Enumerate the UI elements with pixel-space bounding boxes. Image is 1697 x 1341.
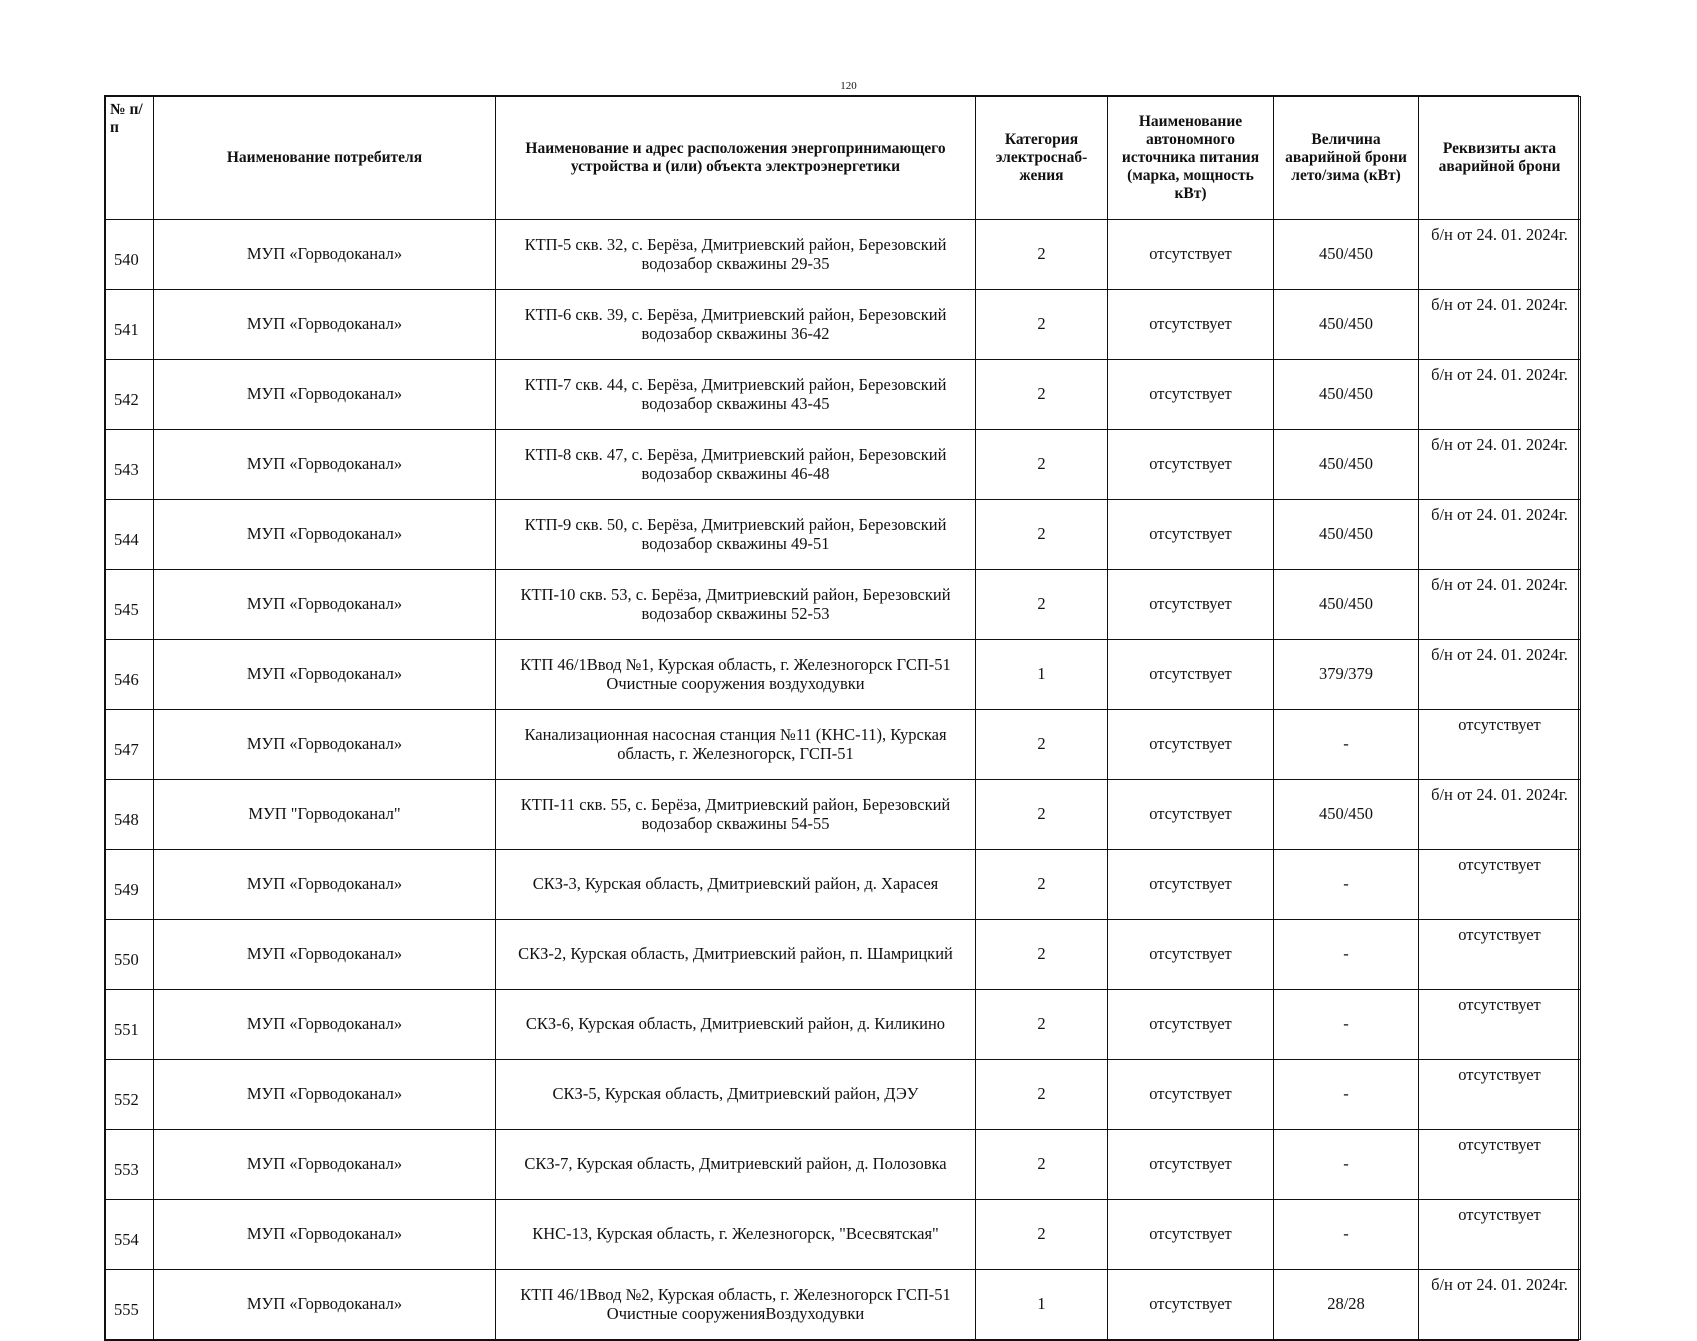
- table-row: [106, 920, 1581, 990]
- page-number: 120: [840, 80, 857, 92]
- consumer-name: МУП «Горводоканал»: [154, 990, 496, 1060]
- reserve-value: 450/450: [1274, 570, 1419, 640]
- autonomous-source: отсутствует: [1108, 920, 1274, 990]
- autonomous-source: отсутствует: [1108, 780, 1274, 850]
- reserve-value: 450/450: [1274, 500, 1419, 570]
- act-details: отсутствует: [1419, 850, 1581, 920]
- act-details: б/н от 24. 01. 2024г.: [1419, 360, 1581, 430]
- row-number: 548: [106, 780, 154, 850]
- consumer-name: МУП «Горводоканал»: [154, 1200, 496, 1270]
- autonomous-source: отсутствует: [1108, 1130, 1274, 1200]
- reserve-value: 450/450: [1274, 220, 1419, 290]
- consumer-name: МУП «Горводоканал»: [154, 920, 496, 990]
- act-details: отсутствует: [1419, 1130, 1581, 1200]
- device-address: КТП-7 скв. 44, с. Берёза, Дмитриевский район, Березовский водозабор скважины 43-45: [496, 360, 976, 430]
- reserve-value: 450/450: [1274, 360, 1419, 430]
- supply-category: 2: [976, 1130, 1108, 1200]
- reserve-value: -: [1274, 850, 1419, 920]
- table-row: [106, 850, 1581, 920]
- act-details: б/н от 24. 01. 2024г.: [1419, 430, 1581, 500]
- consumer-name: МУП «Горводоканал»: [154, 430, 496, 500]
- table-row: [106, 500, 1581, 570]
- autonomous-source: отсутствует: [1108, 640, 1274, 710]
- row-number: 545: [106, 570, 154, 640]
- consumer-name: МУП «Горводоканал»: [154, 570, 496, 640]
- device-address: КТП 46/1Ввод №2, Курская область, г. Железногорск ГСП-51 Очистные сооруженияВоздуходувки: [496, 1270, 976, 1340]
- reserve-value: -: [1274, 990, 1419, 1060]
- device-address: СКЗ-3, Курская область, Дмитриевский район, д. Харасея: [496, 850, 976, 920]
- supply-category: 2: [976, 920, 1108, 990]
- table-row: [106, 640, 1581, 710]
- row-number: 551: [106, 990, 154, 1060]
- act-details: б/н от 24. 01. 2024г.: [1419, 220, 1581, 290]
- supply-category: 2: [976, 360, 1108, 430]
- table-row: [106, 290, 1581, 360]
- reserve-value: 450/450: [1274, 780, 1419, 850]
- row-number: 546: [106, 640, 154, 710]
- autonomous-source: отсутствует: [1108, 360, 1274, 430]
- device-address: КТП-8 скв. 47, с. Берёза, Дмитриевский район, Березовский водозабор скважины 46-48: [496, 430, 976, 500]
- supply-category: 2: [976, 430, 1108, 500]
- table-row: [106, 1200, 1581, 1270]
- emergency-reserve-table: [105, 96, 1581, 1340]
- supply-category: 2: [976, 290, 1108, 360]
- device-address: КТП-5 скв. 32, с. Берёза, Дмитриевский район, Березовский водозабор скважины 29-35: [496, 220, 976, 290]
- device-address: КТП-11 скв. 55, с. Берёза, Дмитриевский район, Березовский водозабор скважины 54-55: [496, 780, 976, 850]
- row-number: 553: [106, 1130, 154, 1200]
- reserve-value: 450/450: [1274, 430, 1419, 500]
- act-details: б/н от 24. 01. 2024г.: [1419, 500, 1581, 570]
- act-details: отсутствует: [1419, 710, 1581, 780]
- act-details: отсутствует: [1419, 1200, 1581, 1270]
- consumer-name: МУП «Горводоканал»: [154, 360, 496, 430]
- supply-category: 2: [976, 850, 1108, 920]
- consumer-name: МУП «Горводоканал»: [154, 500, 496, 570]
- reserve-value: 28/28: [1274, 1270, 1419, 1340]
- consumer-name: МУП «Горводоканал»: [154, 710, 496, 780]
- autonomous-source: отсутствует: [1108, 710, 1274, 780]
- table-row: [106, 1130, 1581, 1200]
- device-address: КТП-10 скв. 53, с. Берёза, Дмитриевский район, Березовский водозабор скважины 52-53: [496, 570, 976, 640]
- header-consumer: Наименование потребителя: [154, 97, 496, 220]
- consumer-name: МУП «Горводоканал»: [154, 1130, 496, 1200]
- device-address: КТП-6 скв. 39, с. Берёза, Дмитриевский район, Березовский водозабор скважины 36-42: [496, 290, 976, 360]
- act-details: б/н от 24. 01. 2024г.: [1419, 1270, 1581, 1340]
- supply-category: 2: [976, 780, 1108, 850]
- row-number: 554: [106, 1200, 154, 1270]
- supply-category: 2: [976, 990, 1108, 1060]
- row-number: 555: [106, 1270, 154, 1340]
- supply-category: 2: [976, 1200, 1108, 1270]
- consumer-name: МУП «Горводоканал»: [154, 1060, 496, 1130]
- autonomous-source: отсутствует: [1108, 1200, 1274, 1270]
- header-category: Категория электроснаб-жения: [976, 97, 1108, 220]
- reserve-value: -: [1274, 1060, 1419, 1130]
- act-details: отсутствует: [1419, 990, 1581, 1060]
- table-row: [106, 360, 1581, 430]
- table-row: [106, 570, 1581, 640]
- header-num: № п/п: [106, 97, 154, 220]
- consumer-name: МУП «Горводоканал»: [154, 850, 496, 920]
- consumer-name: МУП "Горводоканал": [154, 780, 496, 850]
- table-row: [106, 430, 1581, 500]
- act-details: б/н от 24. 01. 2024г.: [1419, 290, 1581, 360]
- row-number: 543: [106, 430, 154, 500]
- autonomous-source: отсутствует: [1108, 220, 1274, 290]
- row-number: 544: [106, 500, 154, 570]
- supply-category: 1: [976, 1270, 1108, 1340]
- row-number: 541: [106, 290, 154, 360]
- header-reserve: Величина аварийной брони лето/зима (кВт): [1274, 97, 1419, 220]
- act-details: отсутствует: [1419, 1060, 1581, 1130]
- device-address: КТП 46/1Ввод №1, Курская область, г. Железногорск ГСП-51 Очистные сооружения воздуходувки: [496, 640, 976, 710]
- act-details: б/н от 24. 01. 2024г.: [1419, 570, 1581, 640]
- table-row: [106, 1270, 1581, 1340]
- consumer-name: МУП «Горводоканал»: [154, 220, 496, 290]
- supply-category: 2: [976, 1060, 1108, 1130]
- reserve-value: 450/450: [1274, 290, 1419, 360]
- act-details: б/н от 24. 01. 2024г.: [1419, 780, 1581, 850]
- table-row: [106, 990, 1581, 1060]
- device-address: СКЗ-6, Курская область, Дмитриевский район, д. Киликино: [496, 990, 976, 1060]
- header-device: Наименование и адрес расположения энергопринимающего устройства и (или) объекта электроэнергетики: [496, 97, 976, 220]
- consumer-name: МУП «Горводоканал»: [154, 1270, 496, 1340]
- device-address: СКЗ-7, Курская область, Дмитриевский район, д. Полозовка: [496, 1130, 976, 1200]
- table-header-row: [106, 97, 1581, 220]
- supply-category: 2: [976, 220, 1108, 290]
- row-number: 550: [106, 920, 154, 990]
- consumer-name: МУП «Горводоканал»: [154, 640, 496, 710]
- reserve-value: -: [1274, 1130, 1419, 1200]
- table-body: [106, 220, 1581, 1340]
- device-address: СКЗ-2, Курская область, Дмитриевский район, п. Шамрицкий: [496, 920, 976, 990]
- supply-category: 2: [976, 500, 1108, 570]
- header-source: Наименование автономного источника питания (марка, мощность кВт): [1108, 97, 1274, 220]
- row-number: 547: [106, 710, 154, 780]
- autonomous-source: отсутствует: [1108, 500, 1274, 570]
- autonomous-source: отсутствует: [1108, 1270, 1274, 1340]
- table-row: [106, 220, 1581, 290]
- supply-category: 2: [976, 570, 1108, 640]
- device-address: СКЗ-5, Курская область, Дмитриевский район, ДЭУ: [496, 1060, 976, 1130]
- row-number: 540: [106, 220, 154, 290]
- table-row: [106, 780, 1581, 850]
- act-details: отсутствует: [1419, 920, 1581, 990]
- consumer-name: МУП «Горводоканал»: [154, 290, 496, 360]
- reserve-table-container: [104, 95, 1579, 1341]
- autonomous-source: отсутствует: [1108, 850, 1274, 920]
- autonomous-source: отсутствует: [1108, 430, 1274, 500]
- reserve-value: -: [1274, 710, 1419, 780]
- row-number: 552: [106, 1060, 154, 1130]
- autonomous-source: отсутствует: [1108, 1060, 1274, 1130]
- autonomous-source: отсутствует: [1108, 570, 1274, 640]
- act-details: б/н от 24. 01. 2024г.: [1419, 640, 1581, 710]
- reserve-value: -: [1274, 1200, 1419, 1270]
- supply-category: 1: [976, 640, 1108, 710]
- device-address: КНС-13, Курская область, г. Железногорск, "Всесвятская": [496, 1200, 976, 1270]
- device-address: КТП-9 скв. 50, с. Берёза, Дмитриевский район, Березовский водозабор скважины 49-51: [496, 500, 976, 570]
- supply-category: 2: [976, 710, 1108, 780]
- row-number: 549: [106, 850, 154, 920]
- autonomous-source: отсутствует: [1108, 990, 1274, 1060]
- autonomous-source: отсутствует: [1108, 290, 1274, 360]
- reserve-value: -: [1274, 920, 1419, 990]
- table-row: [106, 1060, 1581, 1130]
- table-row: [106, 710, 1581, 780]
- reserve-value: 379/379: [1274, 640, 1419, 710]
- row-number: 542: [106, 360, 154, 430]
- device-address: Канализационная насосная станция №11 (КНС-11), Курская область, г. Железногорск, ГСП-51: [496, 710, 976, 780]
- header-act: Реквизиты акта аварийной брони: [1419, 97, 1581, 220]
